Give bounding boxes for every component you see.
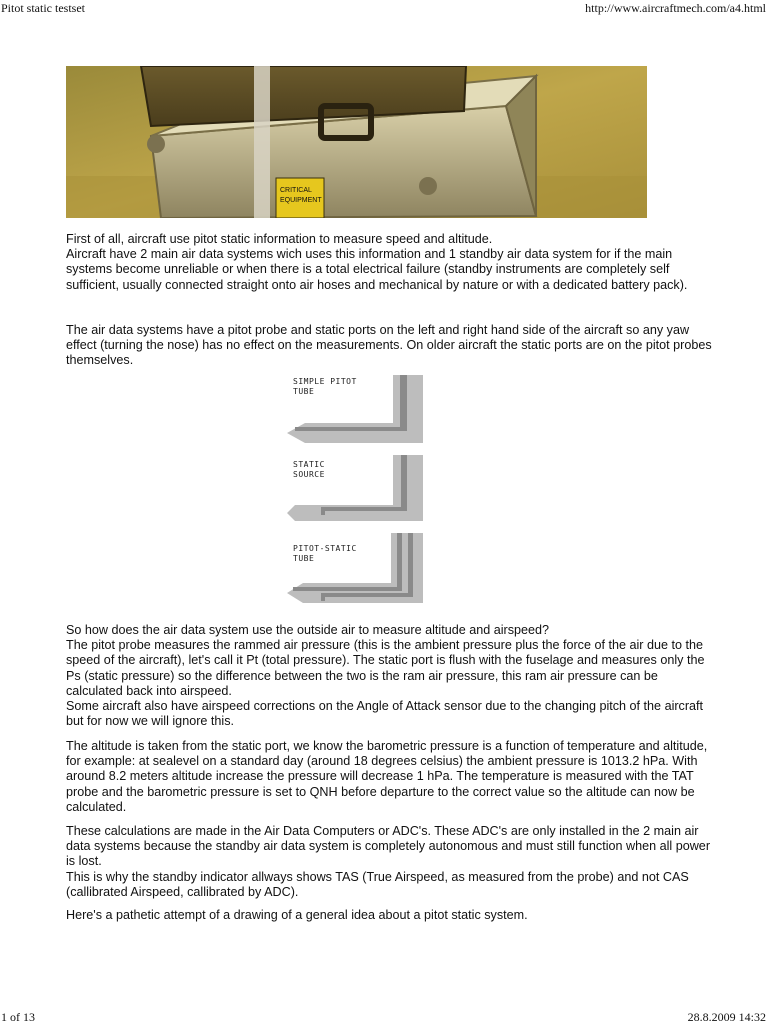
sign-text-2: EQUIPMENT (280, 197, 322, 204)
diagram-label-simple-pitot-1: SIMPLE PITOT (293, 377, 357, 386)
paragraph-line: So how does the air data system use the outside air to measure altitude and airspeed? (66, 623, 550, 637)
page-footer-page-number: 1 of 13 (1, 1010, 35, 1024)
sign-text-1: CRITICAL (280, 187, 312, 194)
diagram-label-simple-pitot-2: TUBE (293, 387, 315, 396)
pitot-tube-diagram-svg (285, 371, 425, 604)
paragraph-drawing-intro (66, 908, 716, 923)
pitot-tube-diagram (285, 371, 425, 604)
diagram-label-static-1: STATIC (293, 460, 325, 469)
paragraph-intro (66, 232, 716, 293)
paragraph-air-data-systems (66, 323, 716, 369)
diagram-label-pitot-static-2: TUBE (293, 554, 315, 563)
paragraph-line: First of all, aircraft use pitot static information to measure speed and altitude. (66, 232, 493, 246)
paragraph-line: These calculations are made in the Air Data Computers or ADC's. These ADC's are only installed in the 2 main air data systems because the standby air data system is completely autonomous and must still function when all power is lost. (66, 824, 711, 869)
page-footer-datetime: 28.8.2009 14:32 (687, 1010, 766, 1024)
paragraph-line: Some aircraft also have airspeed corrections on the Angle of Attack sensor due to the changing pitch of the aircraft but for now we will ignore this. (66, 699, 704, 729)
paragraph-adc (66, 824, 716, 900)
paragraph-line: This is why the standby indicator allways shows TAS (True Airspeed, as measured from the probe) and not CAS (callibrated Airspeed, callibrated by ADC). (66, 869, 689, 899)
page-header-url: http://www.aircraftmech.com/a4.html (585, 1, 766, 15)
diagram-label-static-2: SOURCE (293, 470, 325, 479)
paragraph-how-it-works (66, 623, 716, 729)
paragraph-line: The air data systems have a pitot probe and static ports on the left and right hand side of the aircraft so any yaw effect (turning the nose) has no effect on the measurements. On older aircraft the static ports are on the pitot probes themselves. (66, 323, 712, 368)
page-header-title: Pitot static testset (1, 1, 85, 15)
paragraph-line: The altitude is taken from the static port, we know the barometric pressure is a function of temperature and altitude, for example: at sealevel on a standard day (around 18 degrees celsius) the ambient pressure is 1013.2 hPa. With around 8.2 meters altitude increase the pressure will decrease 1 hPa. The temperature is measured with the TAT probe and the barometric pressure is set to QNH before departure to the correct value so the altitude can now be calculated. (66, 739, 708, 814)
paragraph-line: The pitot probe measures the rammed air pressure (this is the ambient pressure plus the force of the air due to the speed of the aircraft), let's call it Pt (total pressure). The static port is flush with the fuselage and measures only the Ps (static pressure) so the difference between the two is the ram air pressure, this ram air pressure can be calculated back into airspeed. (66, 638, 705, 698)
paragraph-line: Here's a pathetic attempt of a drawing of a general idea about a pitot static system. (66, 908, 528, 922)
paragraph-altitude (66, 739, 716, 815)
testset-case-photo (66, 66, 647, 218)
paragraph-line: Aircraft have 2 main air data systems wich uses this information and 1 standby air data system for if the main systems become unreliable or when there is a total electrical failure (standby instruments are completely self sufficient, usually connected straight onto air hoses and mechanical by nature or with a dedicated battery pack). (66, 247, 688, 292)
diagram-label-pitot-static-1: PITOT-STATIC (293, 544, 357, 553)
testset-case-image (66, 66, 647, 218)
